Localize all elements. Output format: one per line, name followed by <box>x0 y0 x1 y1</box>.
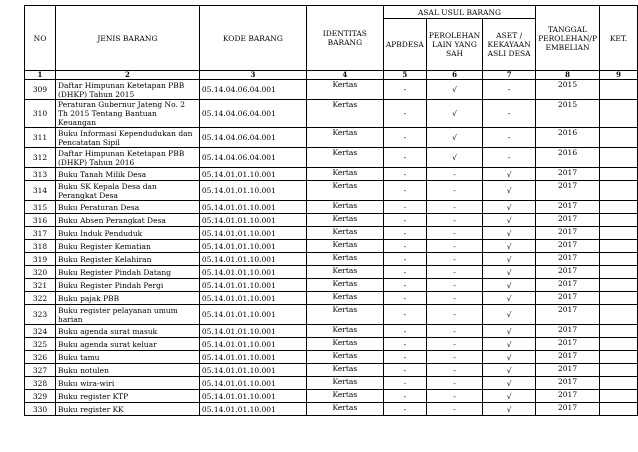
item-name: Buku register pelayanan umum harian <box>55 305 199 325</box>
table-row <box>25 279 638 292</box>
aset-cell: √ <box>483 227 536 240</box>
item-code: 05.14.01.01.10.001 <box>199 201 306 214</box>
inventory-table <box>24 5 638 416</box>
notes-cell <box>600 253 638 266</box>
notes-cell <box>600 80 638 100</box>
aset-cell: √ <box>483 253 536 266</box>
perolehan-cell: - <box>426 279 482 292</box>
item-code: 05.14.01.01.10.001 <box>199 325 306 338</box>
item-identity: Kertas <box>306 338 383 351</box>
item-code: 05.14.01.01.10.001 <box>199 364 306 377</box>
perolehan-cell: - <box>426 364 482 377</box>
table-row <box>25 240 638 253</box>
item-identity: Kertas <box>306 148 383 168</box>
row-number: 328 <box>25 377 56 390</box>
acquisition-year: 2015 <box>536 80 600 100</box>
column-number: 4 <box>306 71 383 80</box>
perolehan-cell: √ <box>426 128 482 148</box>
item-name: Buku agenda surat masuk <box>55 325 199 338</box>
item-identity: Kertas <box>306 240 383 253</box>
table-row <box>25 351 638 364</box>
apbdesa-cell: - <box>383 305 426 325</box>
apbdesa-cell: - <box>383 253 426 266</box>
header-identitas-barang: IDENTITAS BARANG <box>306 6 383 71</box>
perolehan-cell: √ <box>426 100 482 128</box>
header-perolehan-lain: PEROLEHAN LAIN YANG SAH <box>426 19 482 71</box>
column-number: 9 <box>600 71 638 80</box>
table-row <box>25 214 638 227</box>
acquisition-year: 2017 <box>536 325 600 338</box>
apbdesa-cell: - <box>383 214 426 227</box>
notes-cell <box>600 214 638 227</box>
notes-cell <box>600 128 638 148</box>
apbdesa-cell: - <box>383 292 426 305</box>
row-number: 322 <box>25 292 56 305</box>
apbdesa-cell: - <box>383 325 426 338</box>
item-code: 05.14.04.06.04.001 <box>199 128 306 148</box>
row-number: 321 <box>25 279 56 292</box>
acquisition-year: 2017 <box>536 201 600 214</box>
acquisition-year: 2017 <box>536 266 600 279</box>
table-row <box>25 390 638 403</box>
item-name: Daftar Himpunan Ketetapan PBB (DHKP) Tahun 2016 <box>55 148 199 168</box>
notes-cell <box>600 240 638 253</box>
item-name: Buku Tanah Milik Desa <box>55 168 199 181</box>
perolehan-cell: - <box>426 351 482 364</box>
row-number: 313 <box>25 168 56 181</box>
perolehan-cell: - <box>426 325 482 338</box>
header-kode-barang: KODE BARANG <box>199 6 306 71</box>
header-ket: KET. <box>600 6 638 71</box>
row-number: 330 <box>25 403 56 416</box>
acquisition-year: 2017 <box>536 292 600 305</box>
notes-cell <box>600 201 638 214</box>
table-row <box>25 227 638 240</box>
notes-cell <box>600 292 638 305</box>
item-identity: Kertas <box>306 325 383 338</box>
row-number: 314 <box>25 181 56 201</box>
table-row <box>25 148 638 168</box>
row-number: 310 <box>25 100 56 128</box>
item-identity: Kertas <box>306 364 383 377</box>
item-identity: Kertas <box>306 253 383 266</box>
apbdesa-cell: - <box>383 227 426 240</box>
item-code: 05.14.04.06.04.001 <box>199 100 306 128</box>
column-number: 5 <box>383 71 426 80</box>
aset-cell: √ <box>483 181 536 201</box>
apbdesa-cell: - <box>383 128 426 148</box>
item-identity: Kertas <box>306 351 383 364</box>
notes-cell <box>600 338 638 351</box>
table-row <box>25 201 638 214</box>
item-code: 05.14.01.01.10.001 <box>199 227 306 240</box>
item-code: 05.14.01.01.10.001 <box>199 266 306 279</box>
item-code: 05.14.04.06.04.001 <box>199 80 306 100</box>
acquisition-year: 2017 <box>536 338 600 351</box>
item-identity: Kertas <box>306 266 383 279</box>
aset-cell: √ <box>483 305 536 325</box>
notes-cell <box>600 227 638 240</box>
item-identity: Kertas <box>306 128 383 148</box>
acquisition-year: 2017 <box>536 351 600 364</box>
acquisition-year: 2017 <box>536 279 600 292</box>
table-row <box>25 100 638 128</box>
apbdesa-cell: - <box>383 240 426 253</box>
perolehan-cell: - <box>426 214 482 227</box>
perolehan-cell: - <box>426 227 482 240</box>
acquisition-year: 2017 <box>536 253 600 266</box>
row-number: 319 <box>25 253 56 266</box>
row-number: 315 <box>25 201 56 214</box>
item-identity: Kertas <box>306 168 383 181</box>
row-number: 320 <box>25 266 56 279</box>
table-row <box>25 266 638 279</box>
apbdesa-cell: - <box>383 338 426 351</box>
aset-cell: √ <box>483 377 536 390</box>
aset-cell: √ <box>483 201 536 214</box>
row-number: 309 <box>25 80 56 100</box>
item-name: Buku Peraturan Desa <box>55 201 199 214</box>
perolehan-cell: - <box>426 390 482 403</box>
perolehan-cell: - <box>426 305 482 325</box>
column-number: 1 <box>25 71 56 80</box>
table-row <box>25 168 638 181</box>
apbdesa-cell: - <box>383 100 426 128</box>
item-name: Buku Register Pindah Pergi <box>55 279 199 292</box>
notes-cell <box>600 390 638 403</box>
item-name: Buku Induk Penduduk <box>55 227 199 240</box>
header-aset-kekayaan: ASET / KEKAYAAN ASLI DESA <box>483 19 536 71</box>
table-row <box>25 305 638 325</box>
notes-cell <box>600 100 638 128</box>
acquisition-year: 2017 <box>536 377 600 390</box>
aset-cell: √ <box>483 214 536 227</box>
item-code: 05.14.01.01.10.001 <box>199 338 306 351</box>
item-name: Buku register KTP <box>55 390 199 403</box>
acquisition-year: 2016 <box>536 128 600 148</box>
row-number: 329 <box>25 390 56 403</box>
perolehan-cell: - <box>426 201 482 214</box>
aset-cell: √ <box>483 240 536 253</box>
perolehan-cell: - <box>426 181 482 201</box>
notes-cell <box>600 325 638 338</box>
item-code: 05.14.01.01.10.001 <box>199 279 306 292</box>
item-identity: Kertas <box>306 214 383 227</box>
acquisition-year: 2017 <box>536 390 600 403</box>
item-code: 05.14.01.01.10.001 <box>199 390 306 403</box>
item-code: 05.14.01.01.10.001 <box>199 214 306 227</box>
item-name: Buku Register Kelahiran <box>55 253 199 266</box>
perolehan-cell: √ <box>426 148 482 168</box>
perolehan-cell: - <box>426 403 482 416</box>
table-row <box>25 403 638 416</box>
item-code: 05.14.01.01.10.001 <box>199 403 306 416</box>
aset-cell: √ <box>483 364 536 377</box>
item-code: 05.14.01.01.10.001 <box>199 351 306 364</box>
item-name: Buku tamu <box>55 351 199 364</box>
perolehan-cell: - <box>426 377 482 390</box>
acquisition-year: 2017 <box>536 168 600 181</box>
item-name: Buku notulen <box>55 364 199 377</box>
aset-cell: √ <box>483 338 536 351</box>
row-number: 326 <box>25 351 56 364</box>
item-identity: Kertas <box>306 279 383 292</box>
item-identity: Kertas <box>306 80 383 100</box>
header-apbdesa: APBDESA <box>383 19 426 71</box>
notes-cell <box>600 168 638 181</box>
header-asal-usul-barang: ASAL USUL BARANG <box>383 6 535 19</box>
acquisition-year: 2015 <box>536 100 600 128</box>
item-code: 05.14.01.01.10.001 <box>199 240 306 253</box>
item-identity: Kertas <box>306 305 383 325</box>
aset-cell: √ <box>483 403 536 416</box>
acquisition-year: 2017 <box>536 403 600 416</box>
table-row <box>25 253 638 266</box>
aset-cell: √ <box>483 325 536 338</box>
aset-cell: - <box>483 100 536 128</box>
apbdesa-cell: - <box>383 390 426 403</box>
apbdesa-cell: - <box>383 266 426 279</box>
item-identity: Kertas <box>306 227 383 240</box>
apbdesa-cell: - <box>383 364 426 377</box>
item-name: Buku wira-wiri <box>55 377 199 390</box>
aset-cell: √ <box>483 390 536 403</box>
item-name: Buku agenda surat keluar <box>55 338 199 351</box>
item-identity: Kertas <box>306 100 383 128</box>
aset-cell: √ <box>483 266 536 279</box>
header-no: NO <box>25 6 56 71</box>
acquisition-year: 2017 <box>536 305 600 325</box>
item-identity: Kertas <box>306 377 383 390</box>
aset-cell: - <box>483 148 536 168</box>
row-number: 317 <box>25 227 56 240</box>
notes-cell <box>600 377 638 390</box>
item-name: Peraturan Gubernur Jateng No. 2 Th 2015 Tentang Bantuan Keuangan <box>55 100 199 128</box>
item-code: 05.14.01.01.10.001 <box>199 305 306 325</box>
notes-cell <box>600 364 638 377</box>
item-name: Buku SK Kepala Desa dan Perangkat Desa <box>55 181 199 201</box>
apbdesa-cell: - <box>383 279 426 292</box>
apbdesa-cell: - <box>383 168 426 181</box>
row-number: 325 <box>25 338 56 351</box>
item-code: 05.14.01.01.10.001 <box>199 253 306 266</box>
column-number: 7 <box>483 71 536 80</box>
column-number: 6 <box>426 71 482 80</box>
column-number-row <box>25 71 638 80</box>
item-identity: Kertas <box>306 201 383 214</box>
item-code: 05.14.01.01.10.001 <box>199 181 306 201</box>
apbdesa-cell: - <box>383 148 426 168</box>
row-number: 316 <box>25 214 56 227</box>
notes-cell <box>600 403 638 416</box>
table-row <box>25 292 638 305</box>
row-number: 323 <box>25 305 56 325</box>
column-number: 8 <box>536 71 600 80</box>
aset-cell: √ <box>483 292 536 305</box>
item-name: Daftar Himpunan Ketetapan PBB (DHKP) Tahun 2015 <box>55 80 199 100</box>
notes-cell <box>600 148 638 168</box>
item-identity: Kertas <box>306 403 383 416</box>
row-number: 312 <box>25 148 56 168</box>
row-number: 327 <box>25 364 56 377</box>
column-number: 3 <box>199 71 306 80</box>
apbdesa-cell: - <box>383 351 426 364</box>
item-name: Buku Register Kematian <box>55 240 199 253</box>
apbdesa-cell: - <box>383 181 426 201</box>
row-number: 324 <box>25 325 56 338</box>
aset-cell: - <box>483 128 536 148</box>
column-number: 2 <box>55 71 199 80</box>
acquisition-year: 2017 <box>536 227 600 240</box>
notes-cell <box>600 266 638 279</box>
item-code: 05.14.01.01.10.001 <box>199 168 306 181</box>
aset-cell: √ <box>483 351 536 364</box>
perolehan-cell: - <box>426 240 482 253</box>
item-name: Buku Absen Perangkat Desa <box>55 214 199 227</box>
notes-cell <box>600 305 638 325</box>
item-identity: Kertas <box>306 390 383 403</box>
apbdesa-cell: - <box>383 80 426 100</box>
table-row <box>25 364 638 377</box>
perolehan-cell: - <box>426 338 482 351</box>
aset-cell: √ <box>483 279 536 292</box>
notes-cell <box>600 181 638 201</box>
item-name: Buku register KK <box>55 403 199 416</box>
item-name: Buku pajak PBB <box>55 292 199 305</box>
table-row <box>25 377 638 390</box>
table-row <box>25 181 638 201</box>
aset-cell: - <box>483 80 536 100</box>
perolehan-cell: √ <box>426 80 482 100</box>
acquisition-year: 2017 <box>536 240 600 253</box>
acquisition-year: 2016 <box>536 148 600 168</box>
acquisition-year: 2017 <box>536 214 600 227</box>
perolehan-cell: - <box>426 168 482 181</box>
notes-cell <box>600 279 638 292</box>
item-identity: Kertas <box>306 181 383 201</box>
header-tanggal-perolehan: TANGGAL PEROLEHAN/P EMBELIAN <box>536 6 600 71</box>
table-row <box>25 338 638 351</box>
aset-cell: √ <box>483 168 536 181</box>
notes-cell <box>600 351 638 364</box>
apbdesa-cell: - <box>383 377 426 390</box>
item-name: Buku Register Pindah Datang <box>55 266 199 279</box>
item-code: 05.14.01.01.10.001 <box>199 292 306 305</box>
perolehan-cell: - <box>426 292 482 305</box>
table-row <box>25 325 638 338</box>
perolehan-cell: - <box>426 266 482 279</box>
acquisition-year: 2017 <box>536 364 600 377</box>
table-row <box>25 128 638 148</box>
item-code: 05.14.01.01.10.001 <box>199 377 306 390</box>
row-number: 318 <box>25 240 56 253</box>
header-jenis-barang: JENIS BARANG <box>55 6 199 71</box>
item-name: Buku Informasi Kependudukan dan Pencatatan Sipil <box>55 128 199 148</box>
perolehan-cell: - <box>426 253 482 266</box>
item-code: 05.14.04.06.04.001 <box>199 148 306 168</box>
row-number: 311 <box>25 128 56 148</box>
apbdesa-cell: - <box>383 403 426 416</box>
acquisition-year: 2017 <box>536 181 600 201</box>
table-header <box>25 6 638 71</box>
apbdesa-cell: - <box>383 201 426 214</box>
table-row <box>25 80 638 100</box>
table-body <box>25 71 638 416</box>
item-identity: Kertas <box>306 292 383 305</box>
